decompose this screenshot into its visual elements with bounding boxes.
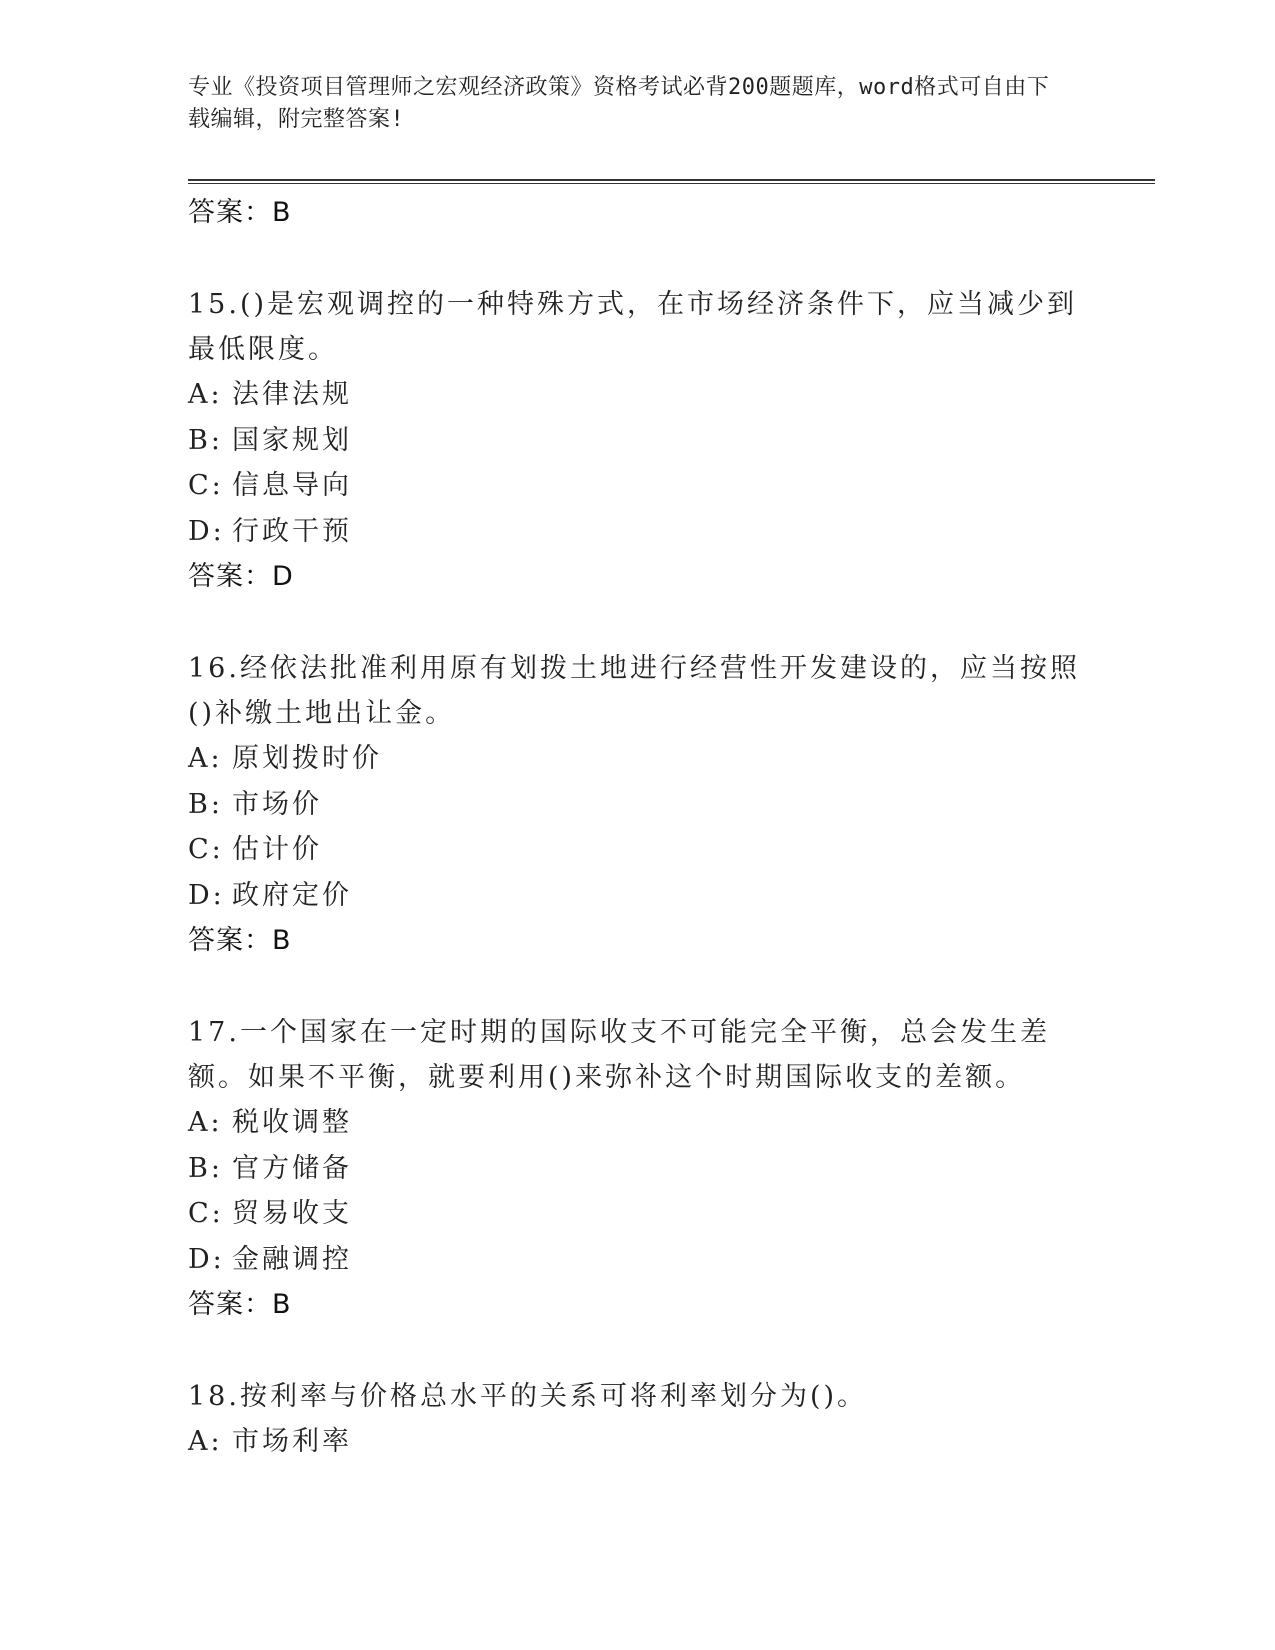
document-header: 专业《投资项目管理师之宏观经济政策》资格考试必背200题题库，word格式可自由下载编辑，附完整答案! — [188, 75, 1050, 132]
option-letter: B: — [188, 788, 223, 820]
option-letter: D: — [188, 879, 225, 911]
option-letter: A: — [188, 743, 223, 774]
option-text: 市场价 — [232, 788, 322, 820]
option-text: 金融调控 — [232, 1243, 352, 1275]
question-stem: 18.按利率与价格总水平的关系可将利率划分为()。 — [188, 1381, 868, 1412]
option-letter: C: — [188, 1198, 224, 1229]
answer-line: 答案：B — [188, 925, 292, 956]
option-text: 估计价 — [232, 834, 322, 865]
answer-line: 答案：D — [188, 561, 294, 592]
question-17 — [188, 1010, 1088, 1327]
option-text: 官方储备 — [232, 1152, 352, 1184]
option-d — [188, 873, 1088, 919]
question-list — [188, 190, 1088, 1465]
option-text: 国家规划 — [232, 424, 352, 456]
option-a — [188, 372, 1088, 418]
option-b — [188, 418, 1088, 464]
option-a — [188, 1100, 1088, 1146]
option-text: 贸易收支 — [232, 1198, 352, 1229]
question-stem: 17.一个国家在一定时期的国际收支不可能完全平衡，总会发生差额。如果不平衡，就要利用()来弥补这个时期国际收支的差额。 — [188, 1017, 1050, 1093]
option-text: 信息导向 — [232, 470, 352, 501]
question-18 — [188, 1374, 1088, 1465]
question-stem: 16.经依法批准利用原有划拨土地进行经营性开发建设的，应当按照()补缴土地出让金。 — [188, 653, 1080, 729]
option-b — [188, 782, 1088, 828]
option-a — [188, 736, 1088, 782]
option-text: 法律法规 — [232, 379, 352, 410]
option-c — [188, 463, 1088, 509]
option-letter: A: — [188, 379, 223, 410]
option-text: 政府定价 — [232, 879, 352, 911]
option-c — [188, 1191, 1088, 1237]
question-16 — [188, 646, 1088, 963]
option-letter: A: — [188, 1426, 223, 1457]
question-15 — [188, 282, 1088, 599]
option-text: 税收调整 — [232, 1107, 352, 1138]
option-letter: C: — [188, 470, 224, 501]
option-c — [188, 827, 1088, 873]
option-letter: C: — [188, 834, 224, 865]
option-letter: D: — [188, 1243, 225, 1275]
option-b — [188, 1146, 1088, 1192]
option-a — [188, 1419, 1088, 1465]
option-text: 原划拨时价 — [232, 743, 382, 774]
option-letter: B: — [188, 424, 223, 456]
option-letter: B: — [188, 1152, 223, 1184]
answer-line: 答案：B — [188, 1289, 292, 1320]
option-text: 行政干预 — [232, 515, 352, 547]
option-letter: A: — [188, 1107, 223, 1138]
option-d — [188, 1237, 1088, 1283]
option-letter: D: — [188, 515, 225, 547]
question-stem: 15.()是宏观调控的一种特殊方式，在市场经济条件下，应当减少到最低限度。 — [188, 289, 1078, 365]
option-d — [188, 509, 1088, 555]
header-divider — [188, 179, 1155, 184]
option-text: 市场利率 — [232, 1426, 352, 1457]
answer-line: 答案：B — [188, 197, 292, 228]
